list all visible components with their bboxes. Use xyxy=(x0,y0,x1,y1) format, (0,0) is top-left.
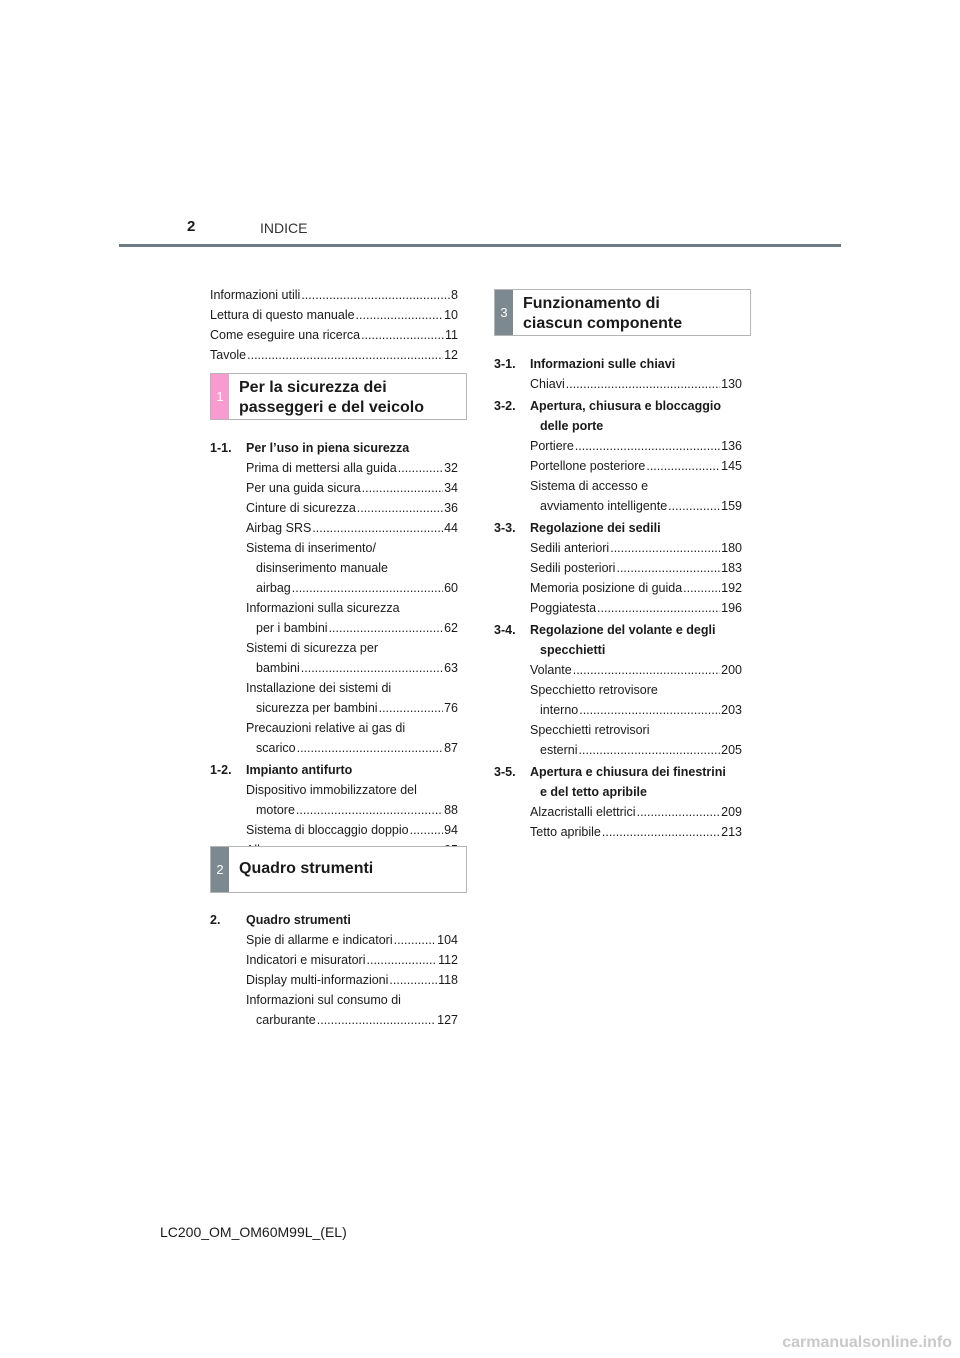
chapter-3-tab: 3 xyxy=(495,290,513,335)
toc-entry[interactable]: Sedili anteriori ..... 180 xyxy=(530,538,742,558)
section-heading[interactable]: 1-1. Per l’uso in piena sicurezza xyxy=(210,441,410,455)
toc-entry[interactable]: Portellone posteriore ..... 145 xyxy=(530,456,742,476)
toc-entry[interactable]: Sistema di accesso e avviamento intelligente ..... 159 xyxy=(530,476,742,516)
toc-entry[interactable]: Volante ..... 200 xyxy=(530,660,742,680)
page-title: INDICE xyxy=(260,220,308,236)
chapter-2-toc xyxy=(210,908,458,1030)
toc-entry[interactable]: Informazioni sulla sicurezza per i bambini ..... 62 xyxy=(246,598,458,638)
toc-entry[interactable]: Lettura di questo manuale ..... 10 xyxy=(210,305,458,325)
chapter-3-toc xyxy=(494,352,742,842)
section-heading[interactable]: 3-4. Regolazione del volante e degli specchietti xyxy=(494,623,716,657)
page-number: 2 xyxy=(187,218,196,235)
toc-entry[interactable]: Dispositivo immobilizzatore del motore ..... 88 xyxy=(246,780,458,820)
toc-entry[interactable]: Specchietti retrovisori esterni ..... 205 xyxy=(530,720,742,760)
toc-entry[interactable]: Sistema di inserimento/ disinserimento manuale airbag ..... 60 xyxy=(246,538,458,598)
toc-entry[interactable]: Precauzioni relative ai gas di scarico ..... 87 xyxy=(246,718,458,758)
toc-entry[interactable]: Sedili posteriori ..... 183 xyxy=(530,558,742,578)
toc-entry[interactable]: Portiere ..... 136 xyxy=(530,436,742,456)
toc-entry[interactable]: Sistemi di sicurezza per bambini ..... 63 xyxy=(246,638,458,678)
toc-entry[interactable]: Installazione dei sistemi di sicurezza per bambini ..... 76 xyxy=(246,678,458,718)
header-rule xyxy=(119,244,841,247)
toc-entry[interactable]: Tetto apribile ..... 213 xyxy=(530,822,742,842)
chapter-2-tab: 2 xyxy=(211,847,229,892)
toc-entry[interactable]: Spie di allarme e indicatori ..... 104 xyxy=(246,930,458,950)
chapter-1-header[interactable] xyxy=(210,373,467,420)
toc-entry[interactable]: Specchietto retrovisore interno ..... 203 xyxy=(530,680,742,720)
chapter-3-title: Funzionamento di ciascun componente xyxy=(523,295,683,332)
toc-entry[interactable]: Informazioni utili ..... 8 xyxy=(210,285,458,305)
watermark: carmanualsonline.info xyxy=(782,1334,952,1351)
toc-entry[interactable]: Informazioni sul consumo di carburante ..... 127 xyxy=(246,990,458,1030)
section-heading[interactable]: 3-1. Informazioni sulle chiavi xyxy=(494,357,676,371)
section-heading[interactable]: 3-5. Apertura e chiusura dei finestrini e del tetto apribile xyxy=(494,765,726,799)
chapter-2-header[interactable] xyxy=(210,846,467,893)
toc-entry[interactable]: Cinture di sicurezza ..... 36 xyxy=(246,498,458,518)
toc-entry[interactable]: Display multi-informazioni ..... 118 xyxy=(246,970,458,990)
toc-entry[interactable]: Alzacristalli elettrici ..... 209 xyxy=(530,802,742,822)
toc-entry[interactable]: Tavole ..... 12 xyxy=(210,345,458,365)
chapter-1-toc xyxy=(210,436,458,860)
toc-entry[interactable]: Prima di mettersi alla guida ..... 32 xyxy=(246,458,458,478)
chapter-3-header[interactable] xyxy=(494,289,751,336)
toc-entry[interactable]: Chiavi ..... 130 xyxy=(530,374,742,394)
toc-entry[interactable]: Poggiatesta ..... 196 xyxy=(530,598,742,618)
toc-entry[interactable]: Airbag SRS ..... 44 xyxy=(246,518,458,538)
document-code: LC200_OM_OM60M99L_(EL) xyxy=(160,1224,347,1240)
chapter-1-title: Per la sicurezza dei passeggeri e del veicolo xyxy=(239,379,424,416)
section-heading[interactable]: 2. Quadro strumenti xyxy=(210,913,351,927)
chapter-1-tab: 1 xyxy=(211,374,229,419)
section-heading[interactable]: 1-2. Impianto antifurto xyxy=(210,763,353,777)
toc-entry[interactable]: Indicatori e misuratori ..... 112 xyxy=(246,950,458,970)
toc-entry[interactable]: Sistema di bloccaggio doppio ..... 94 xyxy=(246,820,458,840)
section-heading[interactable]: 3-3. Regolazione dei sedili xyxy=(494,521,661,535)
chapter-2-title: Quadro strumenti xyxy=(239,860,374,877)
intro-list xyxy=(210,285,458,365)
toc-entry[interactable]: Per una guida sicura ..... 34 xyxy=(246,478,458,498)
section-heading[interactable]: 3-2. Apertura, chiusura e bloccaggio delle porte xyxy=(494,399,722,433)
toc-entry[interactable]: Come eseguire una ricerca ..... 11 xyxy=(210,325,458,345)
toc-entry[interactable]: Memoria posizione di guida ..... 192 xyxy=(530,578,742,598)
